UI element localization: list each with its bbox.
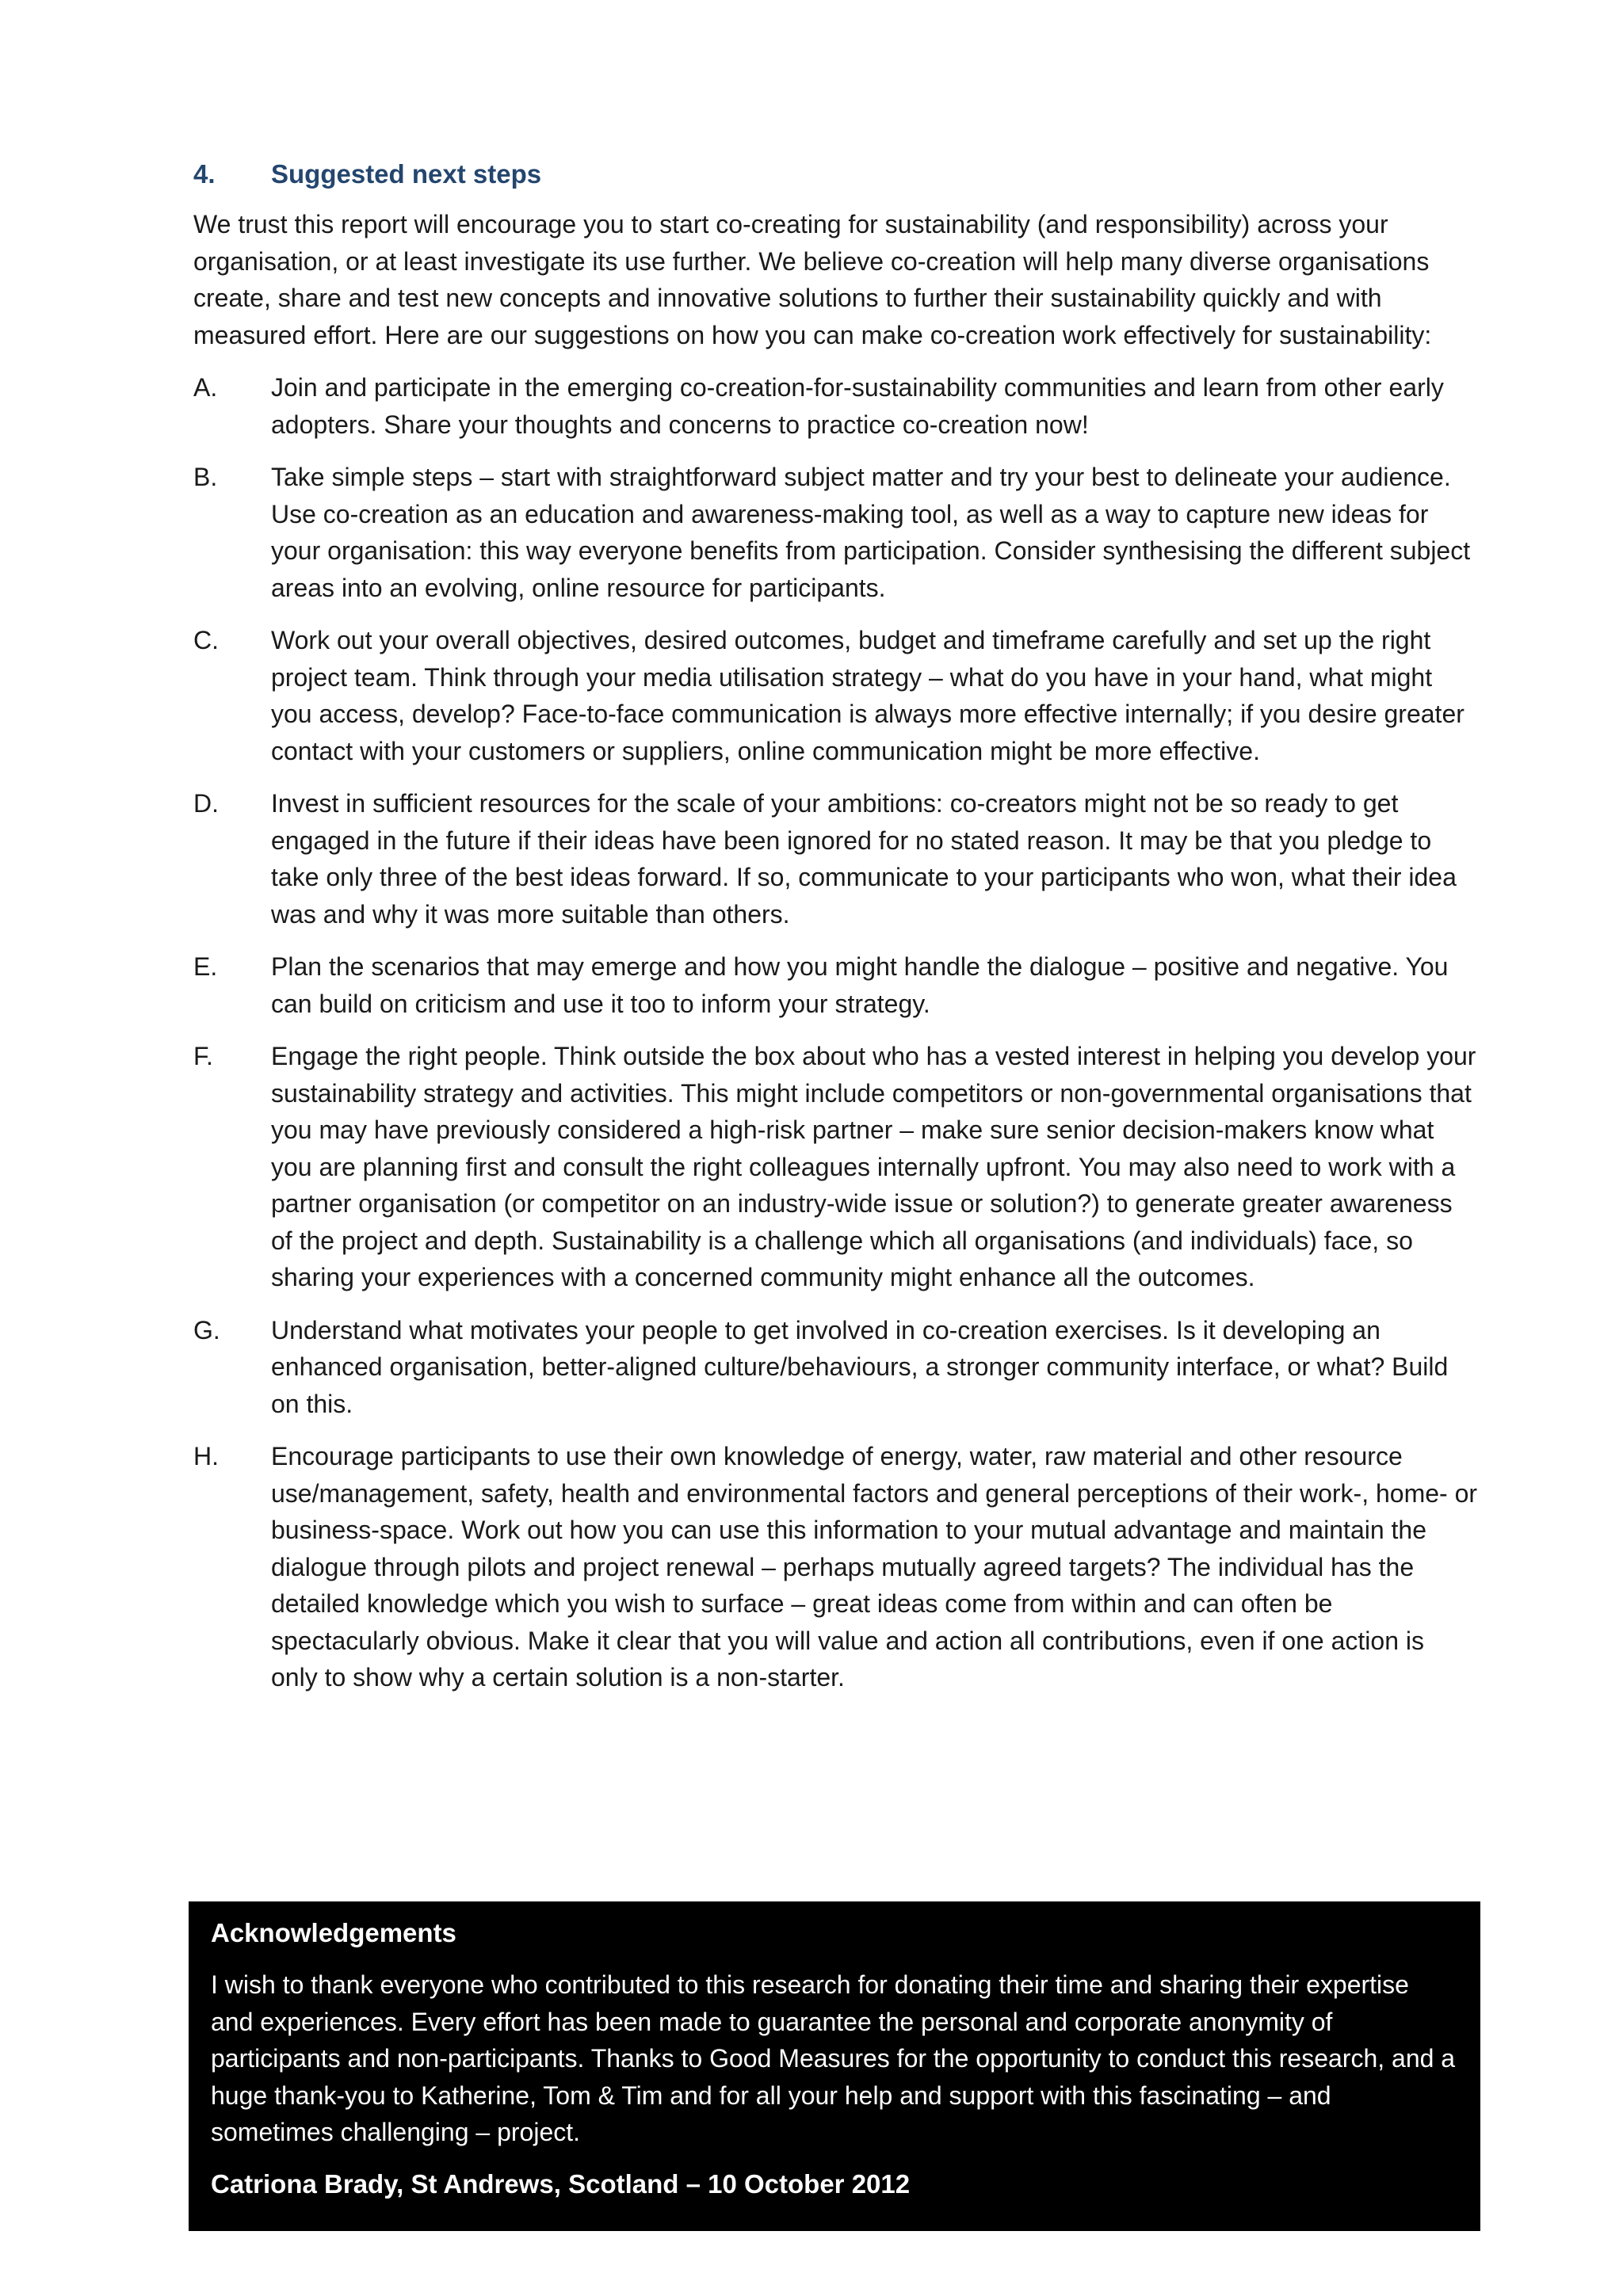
step-item-e: [193, 948, 1477, 1022]
steps-list: [193, 369, 1477, 1696]
step-item-a: [193, 369, 1477, 443]
step-text: Work out your overall objectives, desired outcomes, budget and timeframe carefully and set up the right project team. Think through your media utilisation strategy – what do you have in your hand, what might you access, develop? Face-to-face communication is always more effective internally; if you desire greater contact with your customers or suppliers, online communication might be more effective.: [271, 626, 1465, 765]
step-letter: H.: [193, 1442, 219, 1470]
step-text: Encourage participants to use their own knowledge of energy, water, raw material and other resource use/management, safety, health and environmental factors and general perceptions of their work-, home- or business-space. Work out how you can use this information to your mutual advantage and maintain the dialogue through pilots and project renewal – perhaps mutually agreed targets? The individual has the detailed knowledge which you wish to surface – great ideas come from within and can often be spectacularly obvious. Make it clear that you will value and action all contributions, even if one action is only to show why a certain solution is a non-starter.: [271, 1442, 1478, 1691]
acknowledgements-body: I wish to thank everyone who contributed to this research for donating their time and sharing their expertise and experiences. Every effort has been made to guarantee the personal and corporate anonymity of participants and non-participants. Thanks to Good Measures for the opportunity to conduct this research, and a huge thank-you to Katherine, Tom & Tim and for all your help and support with this fascinating – and sometimes challenging – project.: [211, 1970, 1456, 2146]
acknowledgements-signature: Catriona Brady, St Andrews, Scotland – 10 October 2012: [211, 2168, 911, 2199]
step-text: Invest in sufficient resources for the scale of your ambitions: co-creators might not be so ready to get engaged in the future if their ideas have been ignored for no stated reason. It may be that you pledge to take only three of the best ideas forward. If so, communicate to your participants who won, what their idea was and why it was more suitable than others.: [271, 789, 1457, 929]
step-letter: E.: [193, 952, 218, 981]
step-item-d: [193, 785, 1477, 933]
step-letter: A.: [193, 373, 218, 402]
acknowledgements-title: Acknowledgements: [211, 1918, 456, 1947]
step-item-g: [193, 1312, 1477, 1423]
step-letter: C.: [193, 626, 219, 654]
step-item-f: [193, 1038, 1477, 1296]
step-letter: G.: [193, 1315, 220, 1344]
acknowledgements-box: [189, 1901, 1480, 2231]
step-item-c: [193, 622, 1477, 769]
intro-paragraph: We trust this report will encourage you to start co-creating for sustainability (and responsibility) across your organisation, or at least investigate its use further. We believe co-creation will help many diverse organisations create, share and test new concepts and innovative solutions to further their sustainability quickly and with measured effort. Here are our suggestions on how you can make co-creation work effectively for sustainability:: [193, 210, 1432, 349]
step-item-b: [193, 459, 1477, 606]
step-letter: F.: [193, 1042, 213, 1070]
step-letter: B.: [193, 463, 218, 491]
step-letter: D.: [193, 789, 219, 818]
step-text: Understand what motivates your people to get involved in co-creation exercises. Is it developing an enhanced organisation, better-aligned culture/behaviours, a stronger community interface, or what? Build on this.: [271, 1315, 1449, 1418]
section-title: Suggested next steps: [271, 159, 542, 189]
section-heading: [193, 155, 1477, 193]
section-number: 4.: [193, 159, 216, 189]
step-text: Plan the scenarios that may emerge and how you might handle the dialogue – positive and negative. You can build on criticism and use it too to inform your strategy.: [271, 952, 1449, 1018]
document-page: [193, 155, 1477, 1712]
step-text: Join and participate in the emerging co-creation-for-sustainability communities and learn from other early adopters. Share your thoughts and concerns to practice co-creation now!: [271, 373, 1444, 439]
step-text: Take simple steps – start with straightforward subject matter and try your best to delineate your audience. Use co-creation as an education and awareness-making tool, as well as a way to capture new ideas for your organisation: this way everyone benefits from participation. Consider synthesising the different subject areas into an evolving, online resource for participants.: [271, 463, 1471, 602]
step-item-h: [193, 1438, 1477, 1696]
step-text: Engage the right people. Think outside the box about who has a vested interest in helping you develop your sustainability strategy and activities. This might include competitors or non-governmental organisations that you may have previously considered a high-risk partner – make sure senior decision-makers know what you are planning first and consult the right colleagues internally upfront. You may also need to work with a partner organisation (or competitor on an industry-wide issue or solution?) to generate greater awareness of the project and depth. Sustainability is a challenge which all organisations (and individuals) face, so sharing your experiences with a concerned community might enhance all the outcomes.: [271, 1042, 1476, 1291]
